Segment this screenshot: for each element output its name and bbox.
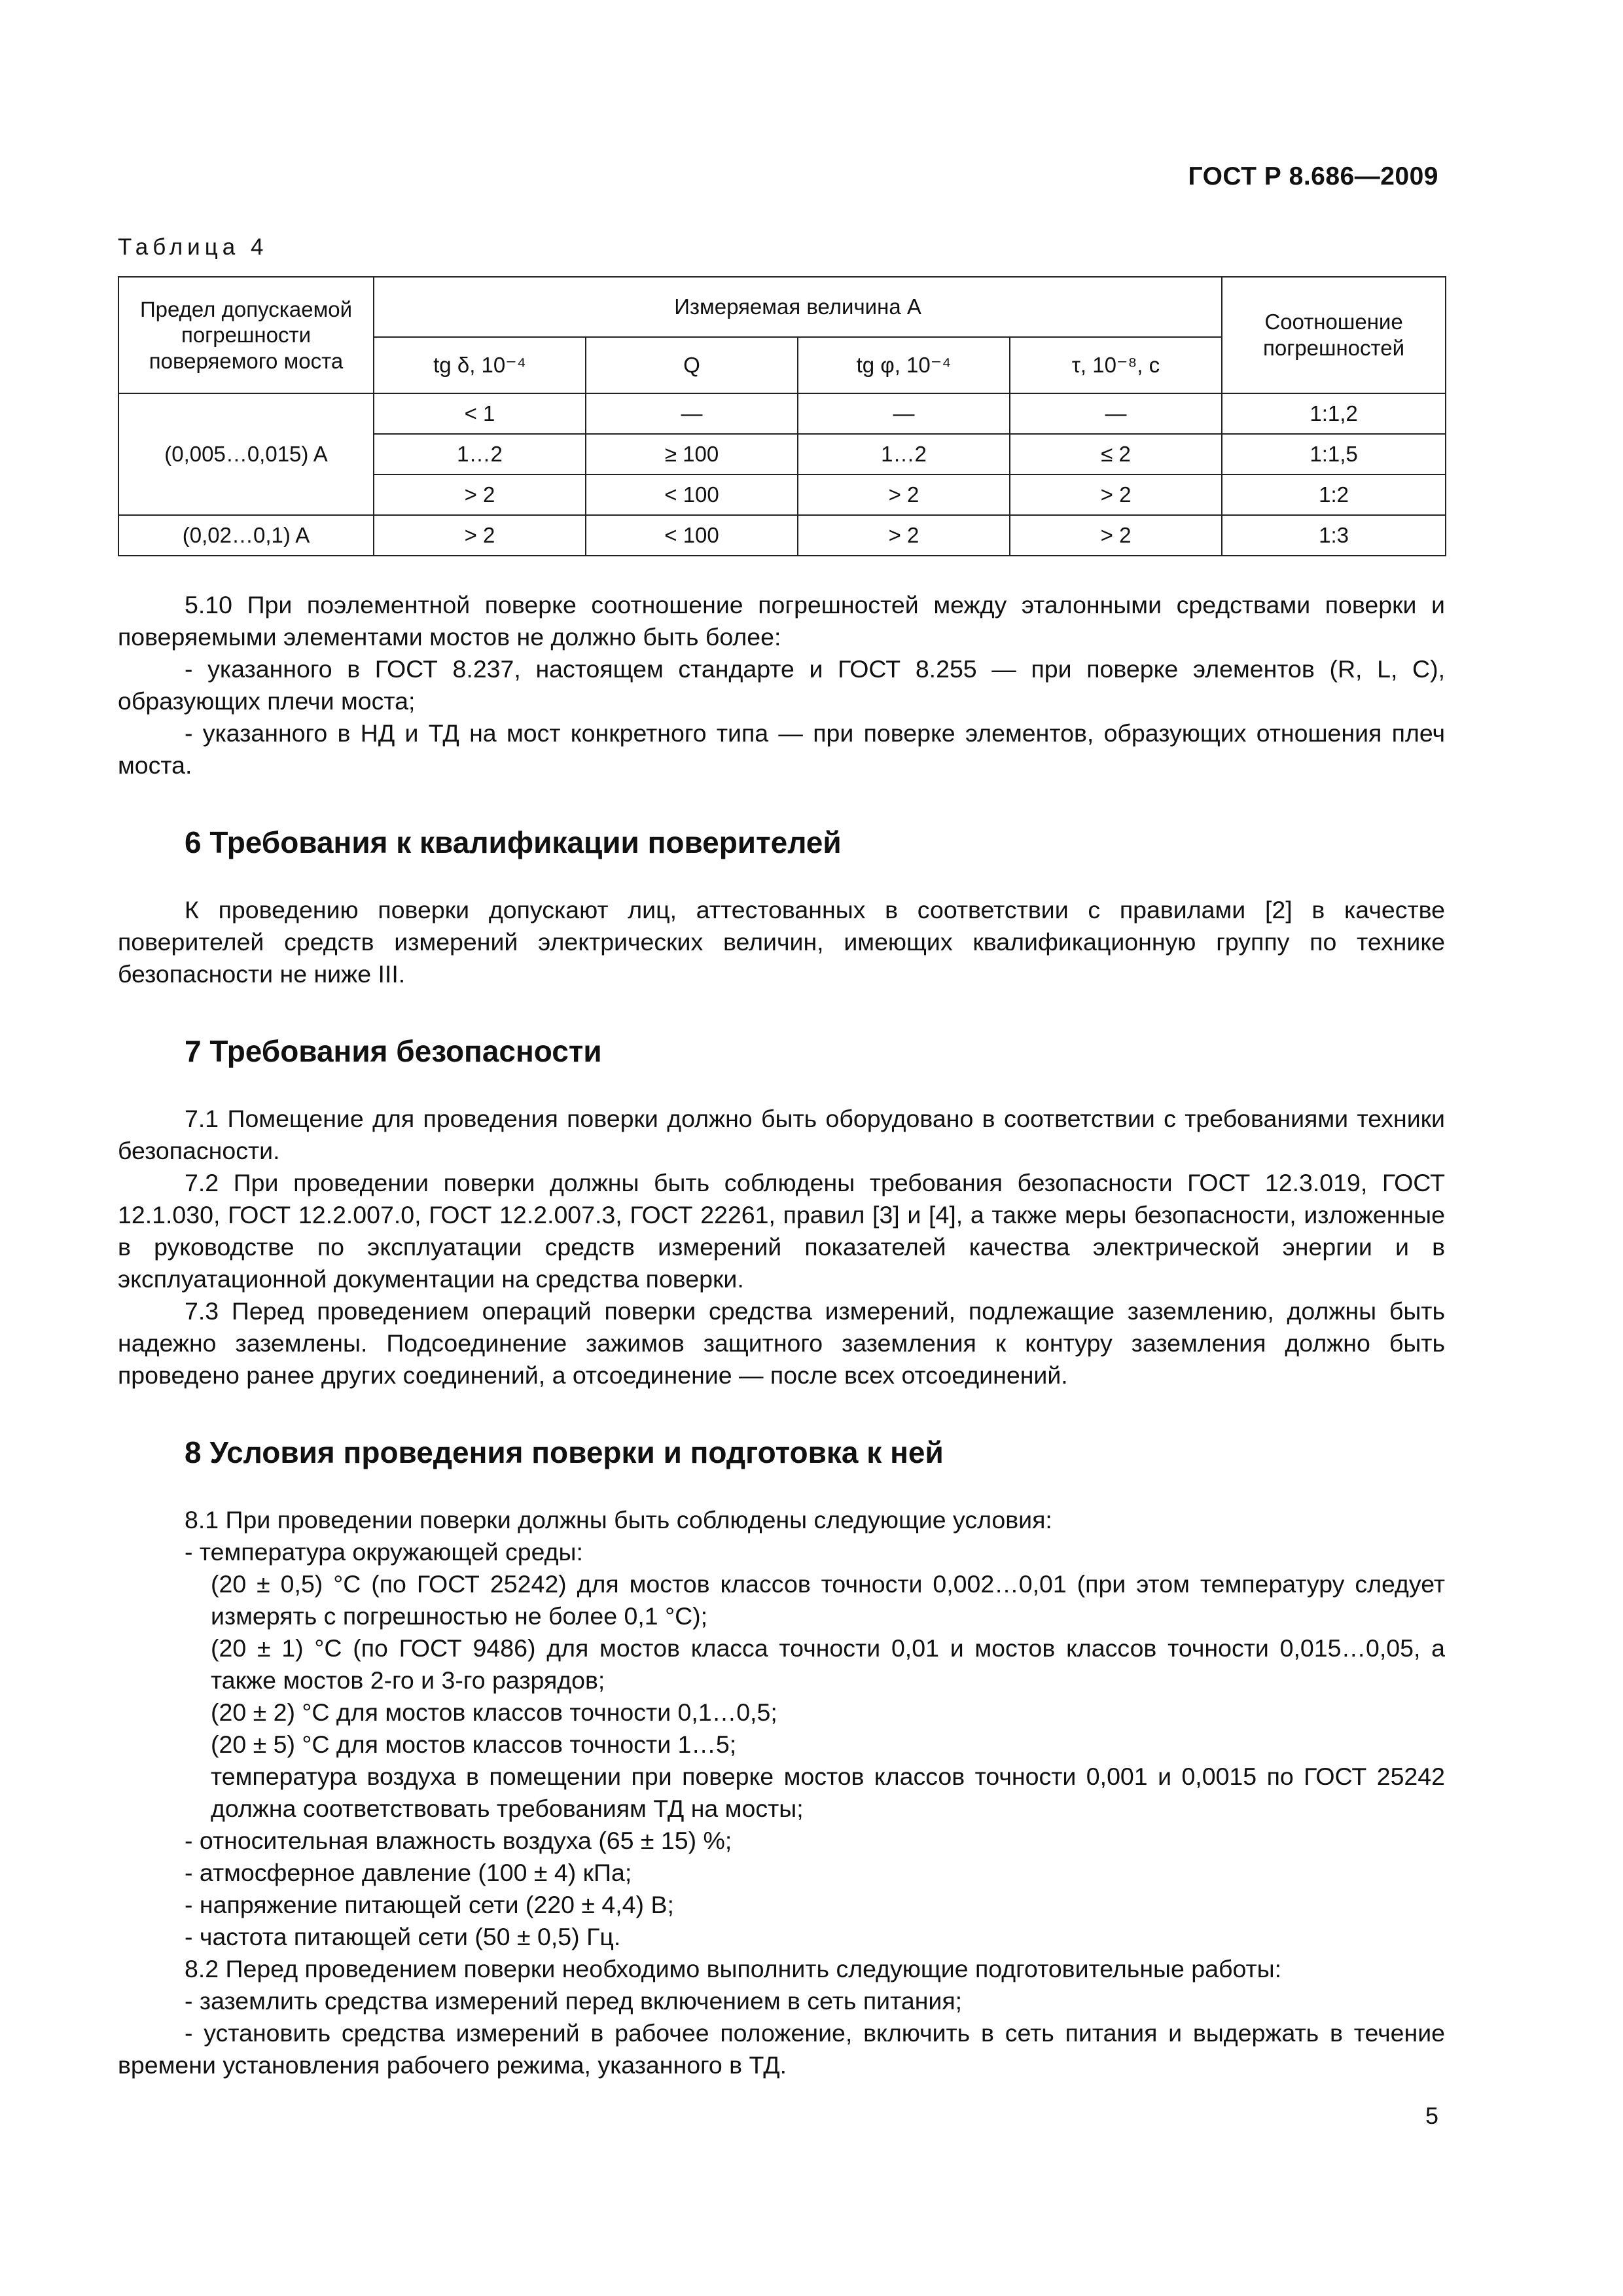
table-cell: 1…2: [798, 434, 1010, 475]
table-cell: —: [798, 393, 1010, 434]
document-body: [118, 589, 1445, 2081]
list-item: температура воздуха в помещении при поверке мостов классов точности 0,001 и 0,0015 по ГОСТ 25242 должна соответствовать требованиям ТД на мосты;: [211, 1763, 1445, 1822]
table-cell: 1:1,2: [1222, 393, 1446, 434]
section-7-title: 7 Требования безопасности: [185, 1034, 602, 1068]
table-cell: > 2: [1010, 515, 1222, 556]
paragraph-8-2: 8.2 Перед проведением поверки необходимо выполнить следующие подготовительные работы:: [185, 1955, 1282, 1982]
table-cell: > 2: [1010, 475, 1222, 515]
section-6-title: 6 Требования к квалификации поверителей: [185, 825, 842, 859]
table-caption: Таблица 4: [118, 234, 268, 260]
list-item: - напряжение питающей сети (220 ± 4,4) В;: [185, 1891, 674, 1918]
table-cell: < 100: [586, 475, 798, 515]
table-cell: > 2: [374, 475, 586, 515]
header-limit: Предел допускаемой погрешности поверяемого моста: [118, 277, 374, 393]
list-item: (20 ± 0,5) °С (по ГОСТ 25242) для мостов классов точности 0,002…0,01 (при этом температуру следует измерять с погрешностью не более 0,1 °С);: [211, 1570, 1445, 1630]
table-cell: —: [1010, 393, 1222, 434]
paragraph-6: К проведению поверки допускают лиц, аттестованных в соответствии с правилами [2] в качестве поверителей средств измерений электрических величин, имеющих квалификационную группу по технике безопасности не ниже III.: [118, 896, 1445, 988]
table-cell: —: [586, 393, 798, 434]
limit-cell: (0,005…0,015) A: [118, 393, 374, 515]
list-item: - установить средства измерений в рабочее положение, включить в сеть питания и выдержать в течение времени установления рабочего режима, указанного в ТД.: [118, 2019, 1445, 2079]
list-item: - указанного в НД и ТД на мост конкретного типа — при поверке элементов, образующих отношения плеч моста.: [118, 719, 1445, 779]
table-cell: ≥ 100: [586, 434, 798, 475]
table-cell: 1:2: [1222, 475, 1446, 515]
header-ratio: Соотношение погрешностей: [1222, 277, 1446, 393]
list-item: - заземлить средства измерений перед включением в сеть питания;: [185, 1987, 963, 2015]
list-item: (20 ± 5) °С для мостов классов точности 1…5;: [211, 1731, 737, 1758]
list-item: - указанного в ГОСТ 8.237, настоящем стандарте и ГОСТ 8.255 — при поверке элементов (R, L, C), образующих плечи моста;: [118, 655, 1445, 715]
table-cell: > 2: [374, 515, 586, 556]
table-cell: < 1: [374, 393, 586, 434]
table-cell: > 2: [798, 475, 1010, 515]
list-item: - относительная влажность воздуха (65 ± 15) %;: [185, 1827, 732, 1854]
table-cell: ≤ 2: [1010, 434, 1222, 475]
list-item: - температура окружающей среды:: [185, 1538, 583, 1566]
section-8-title: 8 Условия проведения поверки и подготовка к ней: [185, 1435, 944, 1469]
list-item: (20 ± 1) °С (по ГОСТ 9486) для мостов класса точности 0,01 и мостов классов точности 0,015…0,05, а также мостов 2-го и 3-го разрядов;: [211, 1634, 1445, 1694]
paragraph-7-2: 7.2 При проведении поверки должны быть соблюдены требования безопасности ГОСТ 12.3.019, ГОСТ 12.1.030, ГОСТ 12.2.007.0, ГОСТ 12.2.007.3, ГОСТ 22261, правил [3] и [4], а также меры безопасности, изложенные в руководстве по эксплуатации средств измерений показателей качества электрической энергии и в эксплуатационной документации на средства поверки.: [118, 1169, 1445, 1293]
list-item: - частота питающей сети (50 ± 0,5) Гц.: [185, 1923, 621, 1950]
table-cell: 1:1,5: [1222, 434, 1446, 475]
table-cell: 1…2: [374, 434, 586, 475]
limit-cell: (0,02…0,1) A: [118, 515, 374, 556]
page-number: 5: [1425, 2102, 1438, 2129]
list-item: (20 ± 2) °С для мостов классов точности 0,1…0,5;: [211, 1698, 777, 1726]
paragraph-5-10: 5.10 При поэлементной поверке соотношение погрешностей между эталонными средствами поверки и поверяемыми элементами мостов не должно быть более:: [118, 591, 1445, 651]
header-tg-delta: tg δ, 10⁻⁴: [374, 337, 586, 393]
table-cell: > 2: [798, 515, 1010, 556]
document-code: ГОСТ Р 8.686—2009: [1188, 162, 1438, 190]
table-cell: 1:3: [1222, 515, 1446, 556]
paragraph-7-3: 7.3 Перед проведением операций поверки средства измерений, подлежащие заземлению, должны быть надежно заземлены. Подсоединение зажимов защитного заземления к контуру заземления должно быть проведено ранее других соединений, а отсоединение — после всех отсоединений.: [118, 1297, 1445, 1389]
table-cell: < 100: [586, 515, 798, 556]
paragraph-8-1: 8.1 При проведении поверки должны быть соблюдены следующие условия:: [185, 1506, 1052, 1534]
list-item: - атмосферное давление (100 ± 4) кПа;: [185, 1859, 632, 1886]
header-tau: τ, 10⁻⁸, с: [1010, 337, 1222, 393]
header-q: Q: [586, 337, 798, 393]
table-row: [118, 515, 1446, 556]
header-measured: Измеряемая величина A: [374, 277, 1222, 337]
header-tg-phi: tg φ, 10⁻⁴: [798, 337, 1010, 393]
paragraph-7-1: 7.1 Помещение для проведения поверки должно быть оборудовано в соответствии с требованиями техники безопасности.: [118, 1105, 1445, 1164]
table-row: [118, 393, 1446, 434]
table-4: [118, 276, 1446, 556]
